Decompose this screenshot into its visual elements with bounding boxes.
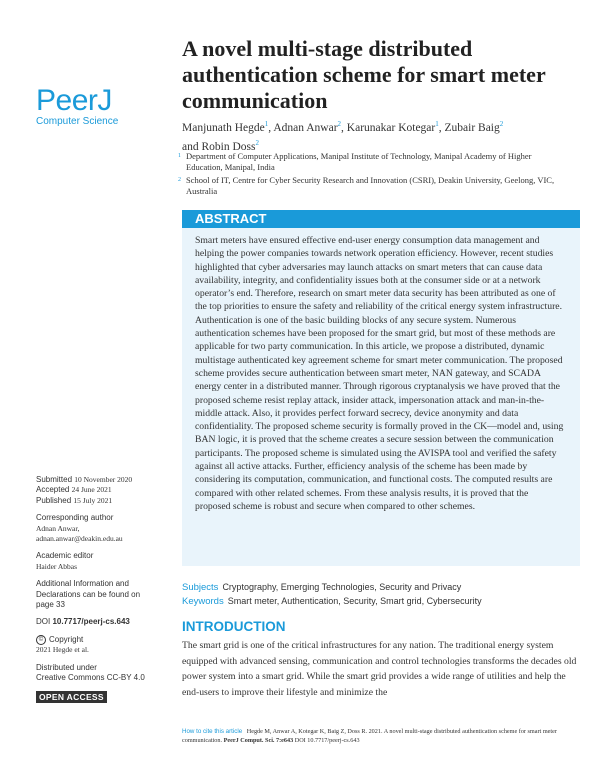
- affiliation-text: School of IT, Centre for Cyber Security Research and Innovation (CSRI), Deakin University, Geelong, VIC, Australia: [186, 175, 555, 196]
- accepted-line: [36, 485, 160, 495]
- abstract-text: Smart meters have ensured effective end-user energy consumption data management and helping the power companies towards network operation efficiency. However, recent studies highlighted that cyber adversaries may launch attacks on smart meters that can cause data availability, integrity, and confidentiality issues both at the consumer side or at a network operator’s end. Therefore, research on smart meter data security has been attributed as one of the top priorities to ensure the safety and reliability of the critical energy system infrastructure. Authentication is one of the basic building blocks of any secure system. Numerous authentication schemes have been proposed for the smart grid, but most of these methods are applicable for two party communication. In this article, we propose a distributed, dynamic multistage authenticated key agreement scheme for smart meter communication. The proposed scheme provides secure authentication between smart meter, NAN gateway, and SCADA energy center in a distributed manner. Through rigorous cryptanalysis we have proved that the proposed scheme resist replay attack, insider attack, impersonation attack and man-in-the-middle attack. Also, it provides perfect forward secrecy, device anonymity and data confidentiality. The proposed scheme security is formally proved in the CK—model and, using BAN logic, it is proved that the scheme creates a secure session between the communication participants. The proposed scheme is simulated using the AVISPA tool and verified the safety against all active attacks. Further, efficiency analysis of the scheme has been made by considering its computation, communication, and functional costs. The computed results are compared with other related schemes. From these analysis results, it is proved that the proposed scheme is robust and secure when compared to other schemes.: [195, 235, 564, 512]
- conjunction: and: [182, 141, 202, 154]
- doi-line: [36, 617, 160, 627]
- license-block: [36, 663, 160, 684]
- author-name[interactable]: Adnan Anwar: [273, 121, 338, 134]
- copyright-block: [36, 635, 160, 656]
- citation-footer: [182, 727, 582, 745]
- accepted-date: 24 June 2021: [71, 485, 112, 495]
- published-label: Published: [36, 495, 72, 505]
- citation-journal: PeerJ Comput. Sci.: [223, 737, 275, 744]
- affiliation-item: [178, 151, 568, 173]
- logo-brand: PeerJ: [36, 84, 112, 117]
- abstract-heading: ABSTRACT: [195, 211, 267, 226]
- copyright-icon: ©: [36, 635, 46, 645]
- affiliation-number: 2: [178, 177, 181, 183]
- open-access-badge: OPEN ACCESS: [36, 691, 107, 703]
- published-date: 15 July 2021: [73, 495, 113, 505]
- copyright-label: Copyright: [49, 634, 84, 644]
- doi-link[interactable]: 10.7717/peerj-cs.643: [52, 617, 130, 627]
- citation-doi[interactable]: DOI 10.7717/peerj-cs.643: [294, 737, 360, 744]
- citation-text: Hegde M, Anwar A, Kotegar K, Baig Z, Doss R. 2021. A novel multi-stage distributed authentication scheme for smart meter communication.: [182, 728, 557, 744]
- license-link[interactable]: Creative Commons CC-BY 4.0: [36, 673, 145, 683]
- corresponding-block: [36, 513, 160, 544]
- introduction-heading: INTRODUCTION: [182, 619, 286, 634]
- copyright-value: 2021 Hegde et al.: [36, 645, 89, 655]
- keywords-value: Smart meter, Authentication, Security, Smart grid, Cybersecurity: [227, 595, 482, 606]
- submitted-label: Submitted: [36, 475, 73, 484]
- subjects-line: [182, 581, 582, 595]
- subjects-label: Subjects: [182, 582, 219, 593]
- introduction-text: The smart grid is one of the critical infrastructures for any nation. The traditional energy system equipped with advanced sensing, communication and control technologies transforms the decades old power system into a smart grid. While the smart grid provides a wide range of utilities and help the end-users to improve their lifestyle and minimize the: [182, 640, 577, 698]
- author-name[interactable]: Zubair Baig: [444, 121, 500, 134]
- affiliation-text: Department of Computer Applications, Manipal Institute of Technology, Manipal Academy of Higher Education, Manipal, India: [186, 151, 532, 172]
- affiliation-number: 1: [178, 153, 181, 159]
- distributed-label: Distributed under: [36, 662, 97, 672]
- journal-logo: [36, 86, 132, 127]
- affil-marker: 2: [499, 120, 504, 128]
- article-title: A novel multi-stage distributed authentication scheme for smart meter communication: [182, 36, 546, 113]
- additional-info[interactable]: Additional Information and Declarations can be found on page 33: [36, 579, 141, 610]
- affiliation-item: [178, 175, 568, 197]
- affil-marker: 1: [435, 120, 439, 128]
- submitted-date: 10 November 2020: [74, 475, 133, 484]
- article-sidebar: [36, 475, 160, 703]
- editor-block: [36, 551, 160, 572]
- author-name[interactable]: Karunakar Kotegar: [346, 121, 436, 134]
- affil-marker: 1: [264, 120, 269, 128]
- affil-marker: 2: [255, 139, 259, 148]
- subjects-value[interactable]: Cryptography, Emerging Technologies, Security and Privacy: [222, 582, 462, 592]
- author-name[interactable]: Manjunath Hegde: [182, 121, 265, 134]
- how-to-cite-label: How to cite this article: [182, 728, 243, 735]
- author-list: [182, 117, 562, 156]
- corresponding-label: Corresponding author: [36, 513, 114, 523]
- accepted-label: Accepted: [36, 485, 70, 495]
- affiliations: [178, 151, 568, 199]
- submitted-line: [36, 475, 160, 485]
- keywords-label: Keywords: [182, 595, 224, 607]
- editor-name: Haider Abbas: [36, 561, 78, 571]
- keywords-line: [182, 595, 582, 609]
- dates-block: [36, 475, 160, 506]
- logo-subtitle: Computer Science: [36, 116, 119, 127]
- separator: ,: [341, 121, 347, 134]
- affil-marker: 2: [337, 120, 342, 128]
- editor-label: Academic editor: [36, 551, 94, 561]
- citation-volume: 7:e643: [276, 737, 294, 744]
- doi-label: DOI: [36, 617, 51, 627]
- separator: ,: [268, 121, 274, 134]
- author-name[interactable]: Robin Doss: [201, 141, 256, 154]
- subjects-keywords: [182, 581, 582, 608]
- corresponding-name: Adnan Anwar,: [36, 523, 80, 533]
- published-line: [36, 496, 160, 506]
- separator: ,: [438, 121, 445, 134]
- corresponding-email[interactable]: adnan.anwar@deakin.edu.au: [36, 534, 123, 544]
